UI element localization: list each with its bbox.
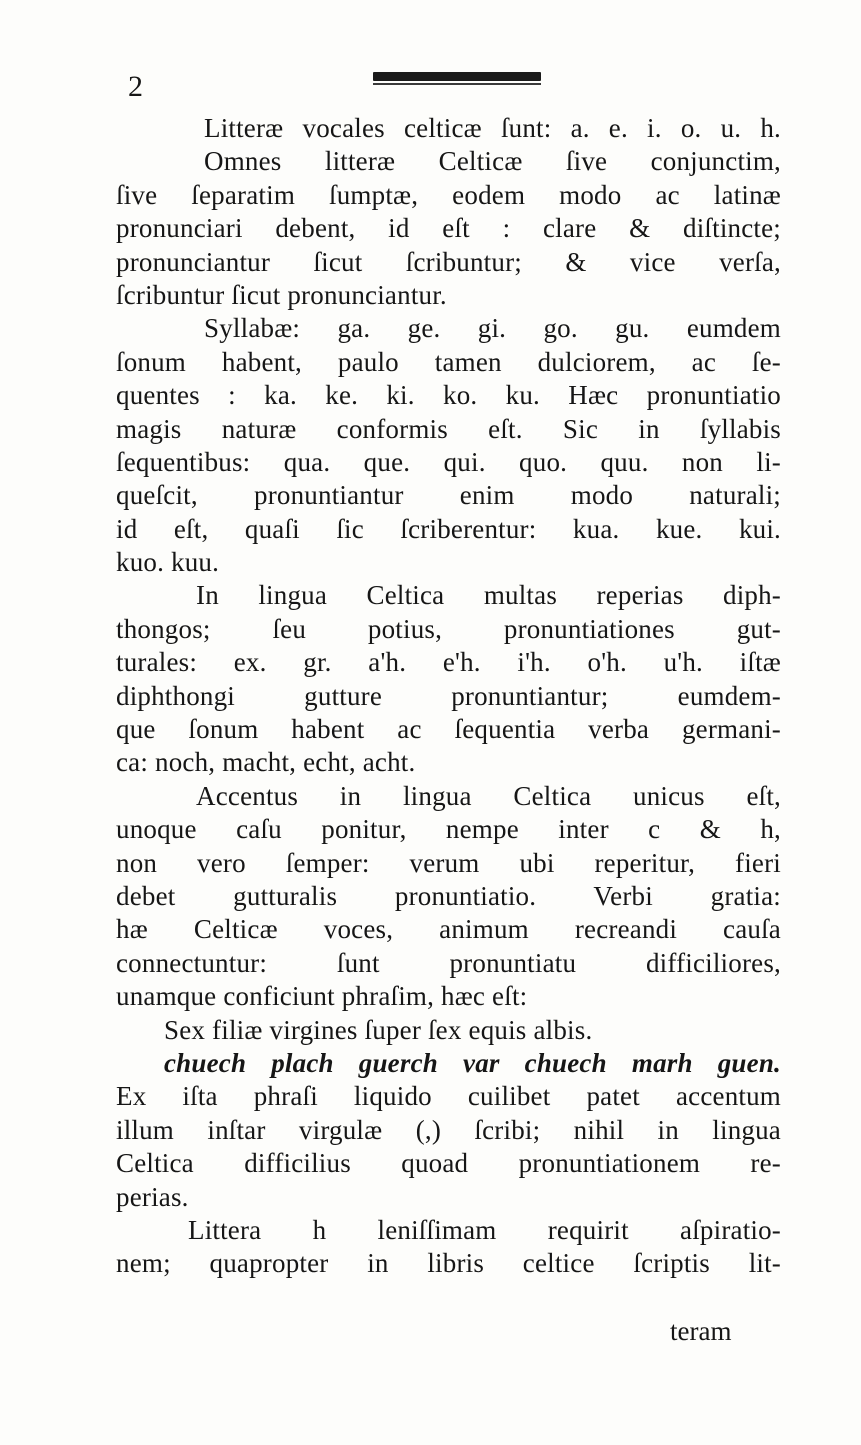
text-line: Celtica difficilius quoad pronuntiationem re- <box>116 1148 781 1179</box>
text-line: Littera h leniſſimam requirit aſpiratio- <box>188 1214 781 1245</box>
header-rule <box>373 72 541 81</box>
text-line: ca: noch, macht, echt, acht. <box>116 747 416 778</box>
text-line: que ſonum habent ac ſequentia verba germani- <box>116 714 781 745</box>
text-line: Syllabæ: ga. ge. gi. go. gu. eumdem <box>204 313 781 344</box>
text-line: thongos; ſeu potius, pronuntiationes gut- <box>116 613 781 644</box>
text-line: pronunciari debent, id eſt : clare & diſtincte; <box>116 213 781 244</box>
text-line: unoque caſu ponitur, nempe inter c & h, <box>116 814 781 845</box>
text-line: id eſt, quaſi ſic ſcriberentur: kua. kue. kui. <box>116 513 781 544</box>
text-line: diphthongi gutture pronuntiantur; eumdem- <box>116 680 781 711</box>
text-line: In lingua Celtica multas reperias diph- <box>196 580 781 611</box>
text-line: perias. <box>116 1181 189 1212</box>
text-line: pronunciantur ſicut ſcribuntur; & vice verſa, <box>116 246 781 277</box>
text-line: ſive ſeparatim ſumptæ, eodem modo ac latinæ <box>116 179 781 210</box>
text-line: ſonum habent, paulo tamen dulciorem, ac ſe- <box>116 346 781 377</box>
catchword: teram <box>670 1316 732 1346</box>
text-line: Ex iſta phraſi liquido cuilibet patet accentum <box>116 1081 781 1112</box>
text-line: Omnes litteræ Celticæ ſive conjunctim, <box>204 146 781 177</box>
text-line: nem; quapropter in libris celtice ſcriptis lit- <box>116 1248 781 1279</box>
text-line: unamque conficiunt phraſim, hæc eſt: <box>116 981 528 1012</box>
text-line: illum inſtar virgulæ (,) ſcribi; nihil in lingua <box>116 1114 781 1145</box>
page-number: 2 <box>128 70 143 103</box>
text-line: queſcit, pronuntiantur enim modo naturali; <box>116 480 781 511</box>
text-line: kuo. kuu. <box>116 547 220 578</box>
text-line: debet gutturalis pronuntiatio. Verbi gratia: <box>116 880 781 911</box>
text-line: connectuntur: ſunt pronuntiatu difficiliores, <box>116 947 781 978</box>
text-line: Sex filiæ virgines ſuper ſex equis albis. <box>164 1014 593 1045</box>
text-line: ſcribuntur ſicut pronunciantur. <box>116 279 447 310</box>
text-line: turales: ex. gr. a'h. e'h. i'h. o'h. u'h. iſtæ <box>116 647 781 678</box>
text-line: Litteræ vocales celticæ ſunt: a. e. i. o. u. h. <box>204 113 781 143</box>
text-line: hæ Celticæ voces, animum recreandi cauſa <box>116 914 781 945</box>
text-line: non vero ſemper: verum ubi reperitur, fieri <box>116 847 781 878</box>
text-line: quentes : ka. ke. ki. ko. ku. Hæc pronuntiatio <box>116 380 781 411</box>
example-phrase: chuech plach guerch var chuech marh guen. <box>164 1047 781 1078</box>
text-line: magis naturæ conformis eſt. Sic in ſyllabis <box>116 413 781 444</box>
text-line: Accentus in lingua Celtica unicus eſt, <box>196 780 781 811</box>
body-text <box>116 112 781 1281</box>
text-line: ſequentibus: qua. que. qui. quo. quu. non li- <box>116 446 781 477</box>
